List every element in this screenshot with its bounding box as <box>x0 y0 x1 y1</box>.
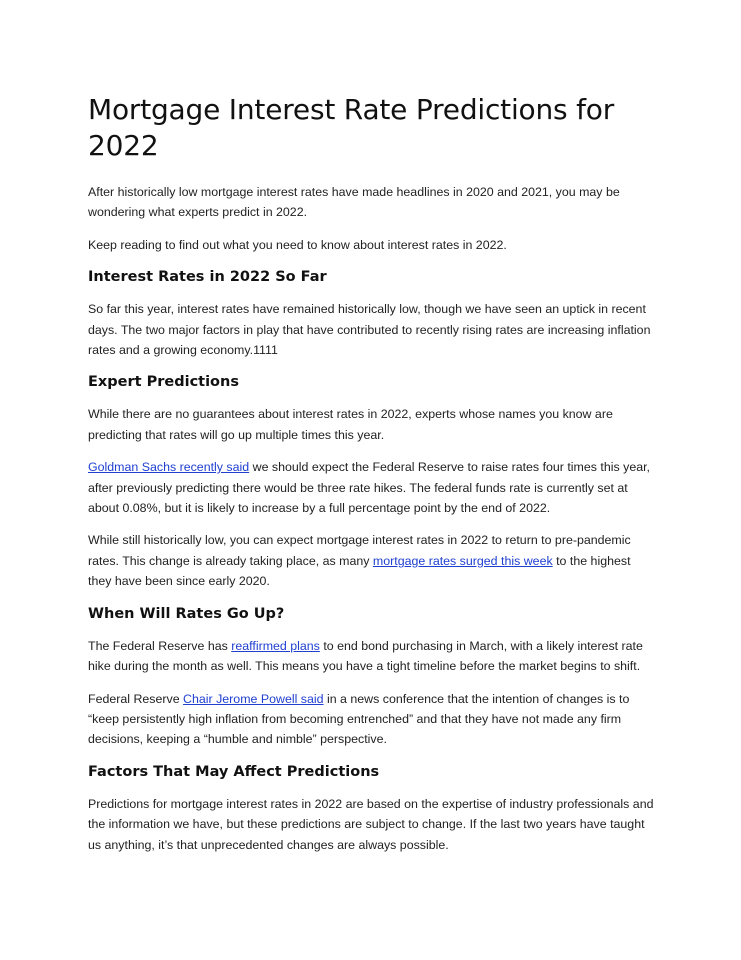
section-heading-rates-so-far: Interest Rates in 2022 So Far <box>88 269 327 286</box>
paragraph-text: The Federal Reserve has <box>88 638 232 653</box>
reaffirmed-plans-link[interactable]: reaffirmed plans <box>231 638 320 653</box>
expert-predictions-paragraph-3 <box>88 530 654 591</box>
factors-paragraph: Predictions for mortgage interest rates in 2022 are based on the expertise of industry professionals and the information we have, but these predictions are subject to change. If the last two years have taught us anything, it’s that unprecedented changes are always possible. <box>88 796 654 852</box>
rates-so-far-paragraph: So far this year, interest rates have remained historically low, though we have seen an uptick in recent days. The two major factors in play that have contributed to recently rising rates are increasing inflation rates and a growing economy.1111 <box>88 302 651 358</box>
paragraph-text: to the highest they have been since early 2020. <box>88 553 631 589</box>
goldman-sachs-link[interactable]: Goldman Sachs recently said <box>88 460 250 475</box>
expert-predictions-paragraph-2 <box>88 457 654 518</box>
powell-said-link[interactable]: Chair Jerome Powell said <box>183 691 324 706</box>
paragraph-text: While still historically low, you can expect mortgage interest rates in 2022 to return to pre-pandemic rates. This change is already taking place, as many <box>88 533 631 568</box>
document-page <box>88 92 654 867</box>
paragraph-text: to end bond purchasing in March, with a likely interest rate hike during the month as well. This means you have a tight timeline before the market begins to shift. <box>88 638 643 674</box>
mortgage-rates-surged-link[interactable]: mortgage rates surged this week <box>372 553 553 568</box>
when-rates-go-up-paragraph-2 <box>88 689 654 750</box>
section-heading-when-rates-go-up: When Will Rates Go Up? <box>88 605 285 622</box>
intro-paragraph-2: Keep reading to find out what you need to know about interest rates in 2022. <box>88 237 507 252</box>
intro-paragraph-1: After historically low mortgage interest rates have made headlines in 2020 and 2021, you may be wondering what experts predict in 2022. <box>88 185 620 220</box>
paragraph-text: in a news conference that the intention of changes is to “keep persistently high inflation from becoming entrenched” and that they have not made any firm decisions, keeping a “humble and nimble” perspective. <box>88 691 630 747</box>
paragraph-text: we should expect the Federal Reserve to raise rates four times this year, after previously predicting there would be three rate hikes. The federal funds rate is currently set at about 0.08%, but it is likely to increase by a full percentage point by the end of 2022. <box>88 460 650 516</box>
paragraph-text: Federal Reserve <box>88 691 184 706</box>
section-heading-expert-predictions: Expert Predictions <box>88 374 239 391</box>
page-title: Mortgage Interest Rate Predictions for 2022 <box>88 93 614 162</box>
section-heading-factors: Factors That May Affect Predictions <box>88 763 380 780</box>
when-rates-go-up-paragraph-1 <box>88 636 654 677</box>
expert-predictions-paragraph-1: While there are no guarantees about interest rates in 2022, experts whose names you know are predicting that rates will go up multiple times this year. <box>88 407 613 442</box>
